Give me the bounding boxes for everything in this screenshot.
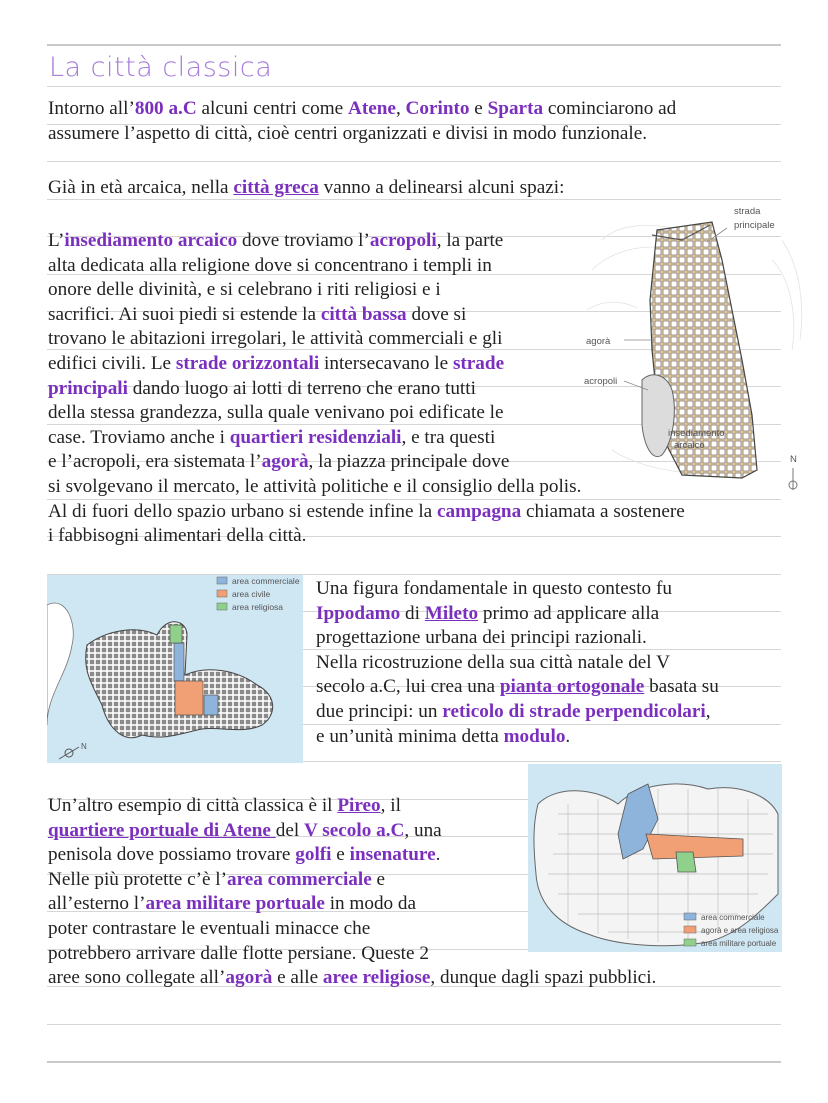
text-run: , la piazza principale dove: [308, 451, 510, 473]
highlighted-term: insenature: [349, 844, 436, 866]
highlighted-term: agorà: [261, 451, 309, 473]
text-run: e: [331, 844, 350, 866]
highlighted-term: principali: [48, 377, 128, 399]
highlighted-term: Ippodamo: [316, 602, 401, 624]
highlighted-term: modulo: [503, 725, 566, 747]
text-line: [48, 843, 656, 868]
underlined-term: quartiere portuale di Atene: [48, 819, 276, 841]
highlighted-term: aree religiose: [322, 967, 431, 989]
text-line: [316, 700, 719, 725]
text-run: alta dedicata alla religione dove si concentrano i templi in: [48, 254, 492, 276]
text-run: aree sono collegate all’: [48, 967, 226, 989]
north-arrow-icon: [789, 454, 797, 490]
text-line: [48, 524, 685, 549]
civic-area: [175, 681, 203, 715]
intro-line-2: assumere l’aspetto di città, cioè centri organizzati e divisi in modo funzionale.: [48, 122, 648, 144]
label-arcaico: arcaico: [674, 440, 705, 451]
text-run: , dunque dagli spazi pubblici.: [430, 967, 657, 989]
text-run: Al di fuori dello spazio urbano si estende infine la: [48, 500, 437, 522]
north-arrow-icon: [59, 742, 87, 759]
text-run: due principi: un: [316, 700, 443, 722]
text-run: chiamata a sostenere: [521, 500, 685, 522]
map-legend: [217, 576, 300, 612]
svg-text:area civile: area civile: [232, 589, 271, 599]
svg-text:area militare portuale: area militare portuale: [701, 939, 777, 948]
highlighted-term: area commerciale: [227, 868, 372, 890]
text-run: Nelle più protette c’è l’: [48, 868, 228, 890]
label-acropoli: acropoli: [584, 376, 618, 387]
text-run: progettazione urbana dei principi razionali.: [316, 627, 647, 649]
text-line: [48, 819, 656, 844]
text-run: dando luogo ai lotti di terreno che erano tutti: [127, 377, 476, 399]
text-run: , la parte: [436, 230, 504, 251]
text-run: vanno a delinearsi alcuni spazi:: [318, 177, 565, 198]
text-run: Intorno all’: [48, 98, 135, 119]
highlighted-term: acropoli: [369, 230, 437, 251]
highlighted-term: 800 a.C: [134, 98, 197, 119]
text-run: poter contrastare le eventuali minacce che: [48, 917, 371, 939]
text-line: [48, 966, 656, 991]
text-run: dove troviamo l’: [237, 230, 370, 251]
text-run: , il: [380, 795, 401, 816]
commercial-area-2: [204, 695, 218, 715]
page-title: La città classica: [49, 52, 273, 83]
archaic-city-map: [582, 200, 804, 490]
text-run: sacrifici. Ai suoi piedi si estende la: [48, 303, 321, 325]
text-run: Una figura fondamentale in questo contesto fu: [316, 578, 672, 599]
text-run: all’esterno l’: [48, 893, 146, 915]
ippodamo-paragraph: [316, 577, 719, 749]
underlined-term: città greca: [233, 177, 319, 198]
text-run: della stessa grandezza, sulla quale venivano poi edificate le: [48, 402, 504, 424]
highlighted-term: Corinto: [405, 98, 470, 119]
underlined-term: Mileto: [424, 602, 479, 624]
text-run: e: [469, 98, 488, 119]
text-run: , una: [404, 819, 442, 841]
pireo-paragraph: [48, 794, 656, 991]
text-run: basata su: [644, 676, 719, 698]
text-line: [48, 917, 656, 942]
label-strada: strada: [734, 206, 761, 217]
text-line: [316, 577, 719, 602]
text-run: i fabbisogni alimentari della città.: [48, 525, 307, 547]
highlighted-term: agorà: [225, 967, 273, 989]
text-run: Già in età arcaica, nella: [48, 177, 234, 198]
svg-text:area commerciale: area commerciale: [701, 913, 765, 922]
highlighted-term: V secolo a.C: [304, 819, 405, 841]
text-run: onore delle divinità, e si celebrano i riti religiosi e i: [48, 279, 441, 301]
text-run: edifici civili. Le: [48, 352, 176, 374]
text-run: cominciarono ad: [543, 98, 677, 119]
highlighted-term: strade: [452, 352, 505, 374]
coast-left: [47, 603, 73, 725]
text-line: [48, 868, 656, 893]
highlighted-term: golfi: [295, 844, 332, 866]
highlighted-term: strade orizzontali: [175, 352, 320, 374]
highlighted-term: area militare portuale: [145, 893, 325, 915]
label-principale: principale: [734, 220, 775, 231]
text-run: si svolgevano il mercato, le attività politiche e il consiglio della polis.: [48, 475, 582, 497]
text-run: e alle: [272, 967, 323, 989]
highlighted-term: Sparta: [487, 98, 544, 119]
mileto-map: [47, 575, 303, 763]
text-run: trovano le abitazioni irregolari, le attività commerciali e gli: [48, 328, 503, 350]
text-run: ,: [705, 700, 711, 722]
text-run: in modo da: [324, 893, 417, 915]
highlighted-term: insediamento arcaico: [64, 230, 238, 251]
text-run: potrebbero arrivare dalle flotte persiane. Queste 2: [48, 942, 429, 964]
text-run: Nella ricostruzione della sua città natale del V: [316, 651, 670, 673]
svg-text:area commerciale: area commerciale: [232, 576, 300, 586]
military-port-area: [676, 852, 696, 872]
svg-text:area religiosa: area religiosa: [232, 602, 284, 612]
text-run: L’: [48, 230, 65, 251]
text-line: [316, 602, 719, 627]
text-run: ,: [395, 98, 406, 119]
highlighted-term: città bassa: [320, 303, 407, 325]
text-line: [316, 675, 719, 700]
svg-text:agorà e area religiosa: agorà e area religiosa: [701, 926, 779, 935]
highlighted-term: reticolo di strade perpendicolari: [442, 700, 706, 722]
text-run: case. Troviamo anche i: [48, 426, 230, 448]
highlighted-term: campagna: [436, 500, 522, 522]
text-run: del: [275, 819, 304, 841]
text-run: .: [435, 844, 441, 866]
text-line: [48, 794, 656, 819]
underlined-term: Pireo: [337, 795, 381, 816]
text-line: [48, 942, 656, 967]
greek-city-line: [48, 176, 564, 201]
text-run: primo ad applicare alla: [478, 602, 660, 624]
text-line: [48, 500, 685, 525]
label-agora: agorà: [586, 336, 611, 347]
underlined-term: pianta ortogonale: [499, 676, 645, 698]
text-line: [316, 626, 719, 651]
commercial-area: [174, 643, 184, 681]
highlighted-term: Atene: [348, 98, 396, 119]
religious-area: [170, 625, 182, 643]
text-line: [48, 892, 656, 917]
text-line: [316, 725, 719, 750]
text-run: e: [371, 868, 386, 890]
text-run: .: [565, 725, 571, 747]
text-line: [316, 651, 719, 676]
svg-text:N: N: [790, 454, 797, 465]
intro-line-1: [48, 97, 676, 122]
text-run: e un’unità minima detta: [316, 725, 504, 747]
text-run: e l’acropoli, era sistemata l’: [48, 451, 262, 473]
text-run: penisola dove possiamo trovare: [48, 844, 296, 866]
highlighted-term: quartieri residenziali: [229, 426, 402, 448]
text-run: secolo a.C, lui crea una: [316, 676, 500, 698]
text-run: dove si: [406, 303, 467, 325]
text-run: intersecavano le: [319, 352, 453, 374]
text-run: di: [400, 602, 425, 624]
intro-paragraph: [48, 97, 676, 146]
label-insediamento: insediamento: [668, 428, 725, 439]
greek-city-paragraph: [48, 176, 564, 201]
text-run: alcuni centri come: [196, 98, 348, 119]
svg-text:N: N: [81, 742, 87, 751]
text-run: Un’altro esempio di città classica è il: [48, 795, 338, 816]
text-run: , e tra questi: [401, 426, 496, 448]
